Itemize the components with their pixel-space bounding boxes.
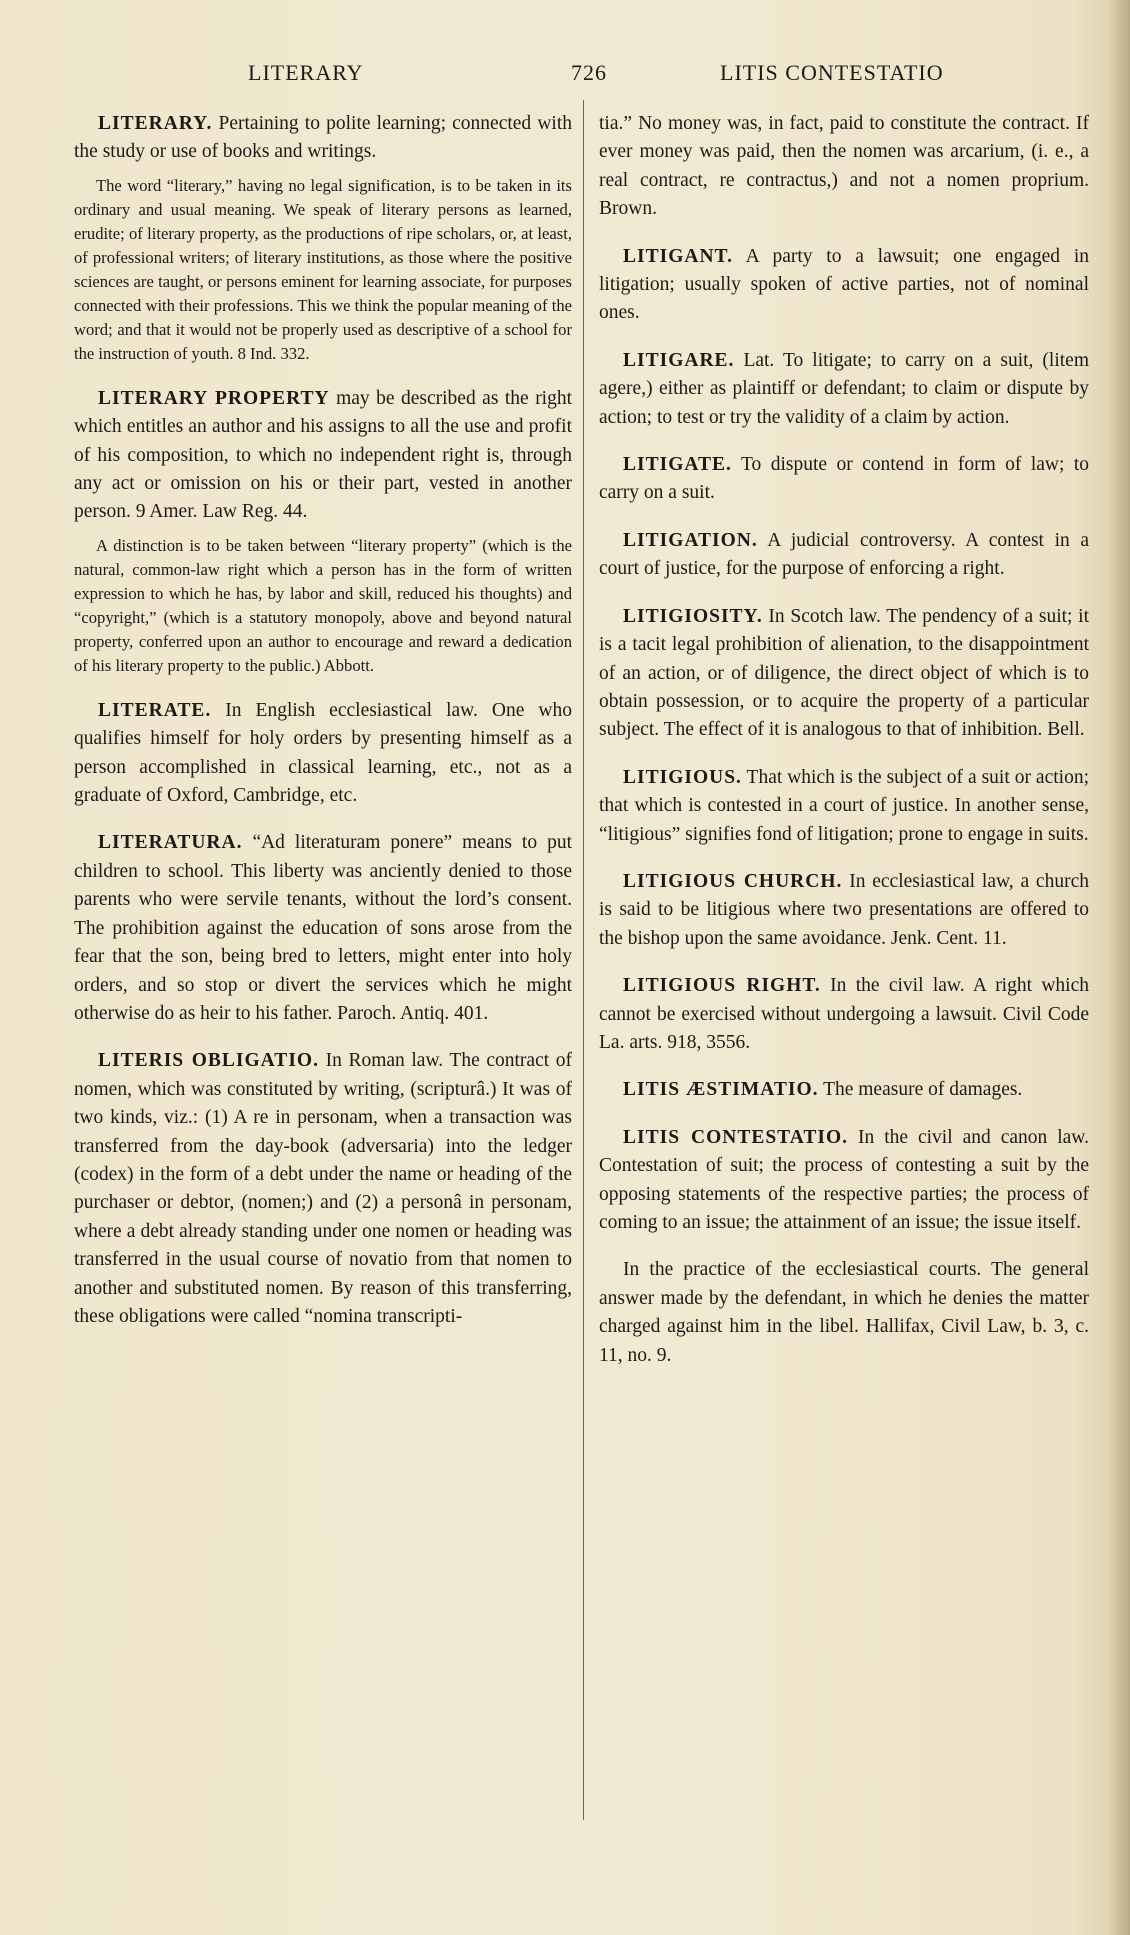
definition: That which is the subject of a suit or action; that which is contested in a court of justice. In another sense, “litigious” signifies fond of litigation; prone to engage in suits. xyxy=(599,766,1089,845)
definition: Pertaining to polite learning; connected with the study or use of books and writings. xyxy=(74,113,572,163)
headword: LITIGATION. xyxy=(623,529,758,551)
definition: In the civil and canon law. Contestation of suit; the process of contesting a suit by the opposing statements of the respective parties; the process of coming to an issue; the attainment of an issue; the issue itself. xyxy=(599,1126,1090,1233)
entry-literary-property xyxy=(74,385,572,527)
definition: Lat. To litigate; to carry on a suit, (litem agere,) either as plaintiff or defendant; to claim or dispute by action; to test or try the validity of a claim by action. xyxy=(599,349,1089,428)
headword: LITIGIOUS CHURCH. xyxy=(623,870,843,892)
headword: LITIGIOUS RIGHT. xyxy=(623,975,821,997)
column-divider xyxy=(583,100,584,1820)
definition: A judicial controversy. A contest in a court of justice, for the purpose of enforcing a right. xyxy=(599,529,1089,580)
entry-litigious-church xyxy=(599,868,1089,953)
headword: LITERARY. xyxy=(98,113,213,134)
headword: LITIGIOSITY. xyxy=(623,605,763,627)
definition: “Ad literaturam ponere” means to put children to school. This liberty was anciently denied to those parents who were servile tenants, without the lord’s consent. The prohibition against the education of sons arose from the fear that the son, being bred to letters, might enter into holy orders, and so stop or divert the services which he might otherwise do as heir to his father. Paroch. Antiq. 401. xyxy=(74,832,572,1024)
definition: In Roman law. The contract of nomen, which was constituted by writing, (scripturâ.) It was of two kinds, viz.: (1) A re in personam, when a transaction was transferred from the day-book (adversaria) into the ledger (codex) in the form of a debt under the name or heading of the purchaser or debtor, (nomen;) and (2) a personâ in personam, where a debt already standing under one nomen or heading was transferred in the usual course of novatio from that nomen to another and substituted nomen. By reason of this transferring, these obligations were called “nomina transcripti- xyxy=(74,1050,572,1327)
headword: LITIGIOUS. xyxy=(623,766,742,788)
entry-literate xyxy=(74,697,572,811)
entry-litigation xyxy=(599,527,1089,584)
entry-litis-contestatio-practice: In the practice of the ecclesiastical courts. The general answer made by the defendant, in which he denies the matter charged against him in the libel. Hallifax, Civil Law, b. 3, c. 11, no. 9. xyxy=(599,1259,1089,1366)
headword: LITERIS OBLIGATIO. xyxy=(98,1050,319,1072)
definition: may be described as the right which entitles an author and his assigns to all the use and profit of his composition, to which no independent right is, through any act or omission on his or their part, vested in another person. 9 Amer. Law Reg. 44. xyxy=(74,387,573,523)
headword: LITIS CONTESTATIO. xyxy=(623,1126,849,1148)
headword: LITERARY PROPERTY xyxy=(98,387,330,409)
page-number: 726 xyxy=(571,60,607,85)
running-head-right: LITIS CONTESTATIO xyxy=(720,60,944,85)
entry-litigant xyxy=(599,243,1089,328)
headword: LITIS ÆSTIMATIO. xyxy=(623,1079,819,1101)
definition: In English ecclesiastical law. One who qualifies himself for holy orders by presenting himself as a person accomplished in classical learning, etc., not as a graduate of Oxford, Cambridge, etc. xyxy=(74,699,573,807)
definition: In Scotch law. The pendency of a suit; it is a tacit legal prohibition of alienation, to the disappointment of an action, or of diligence, the direct object of which is to obtain possession, or to acquire the property of a particular subject. The effect of it is analogous to that of inhibition. Bell. xyxy=(599,605,1089,741)
entry-litigiosity xyxy=(599,603,1089,745)
headword: LITIGANT. xyxy=(623,245,733,267)
running-head-left: LITERARY xyxy=(248,60,364,85)
entry-litigious-right xyxy=(599,972,1089,1057)
headword: LITIGATE. xyxy=(623,454,732,476)
entry-litigate xyxy=(599,451,1089,508)
note-literary: The word “literary,” having no legal signification, is to be taken in its ordinary and usual meaning. We speak of literary persons as learned, erudite; of literary property, as the productions of ripe scholars, or, at least, of professional writers; of literary institutions, as those where the positive sciences are taught, or persons eminent for learning associate, for purposes connected with their professions. This we think the popular meaning of the word; and that it would not be properly used as descriptive of a school for the instruction of youth. 8 Ind. 332. xyxy=(74,175,572,363)
left-column xyxy=(74,110,572,1350)
definition: In the civil law. A right which cannot be exercised without undergoing a lawsuit. Civil Code La. arts. 918, 3556. xyxy=(599,975,1090,1053)
definition: A party to a lawsuit; one engaged in litigation; usually spoken of active parties, not of nominal ones. xyxy=(599,245,1089,324)
headword: LITERATE. xyxy=(98,699,212,721)
definition: The measure of damages. xyxy=(823,1079,1023,1101)
definition: In ecclesiastical law, a church is said to be litigious where two presentations are offered to the bishop upon the same avoidance. Jenk. Cent. 11. xyxy=(599,870,1089,949)
headword: LITERATURA. xyxy=(98,832,243,854)
entry-litigious xyxy=(599,764,1089,849)
page-edge-shadow xyxy=(1108,0,1130,1935)
note-literary-property: A distinction is to be taken between “literary property” (which is the natural, common-law right which a person has in the form of written expression to which he has, by labor and skill, reduced his thoughts) and “copyright,” (which is a statutory monopoly, above and beyond natural property, conferred upon an author to encourage and reward a dedication of his literary property to the public.) Abbott. xyxy=(74,535,572,675)
entry-litigare xyxy=(599,347,1089,432)
entry-literis-obligatio xyxy=(74,1047,572,1331)
running-head xyxy=(0,60,1130,90)
entry-literatura xyxy=(74,829,572,1028)
headword: LITIGARE. xyxy=(623,349,735,371)
continuation-text: tia.” No money was, in fact, paid to constitute the contract. If ever money was paid, then the nomen was arcarium, (i. e., a real contract, re contractus,) and not a nomen proprium. Brown. xyxy=(599,113,1089,220)
entry-literary xyxy=(74,110,572,167)
entry-litis-aestimatio xyxy=(599,1076,1089,1104)
entry-litis-contestatio xyxy=(599,1124,1089,1238)
definition: To dispute or contend in form of law; to carry on a suit. xyxy=(599,454,1089,504)
right-column xyxy=(599,110,1089,1389)
